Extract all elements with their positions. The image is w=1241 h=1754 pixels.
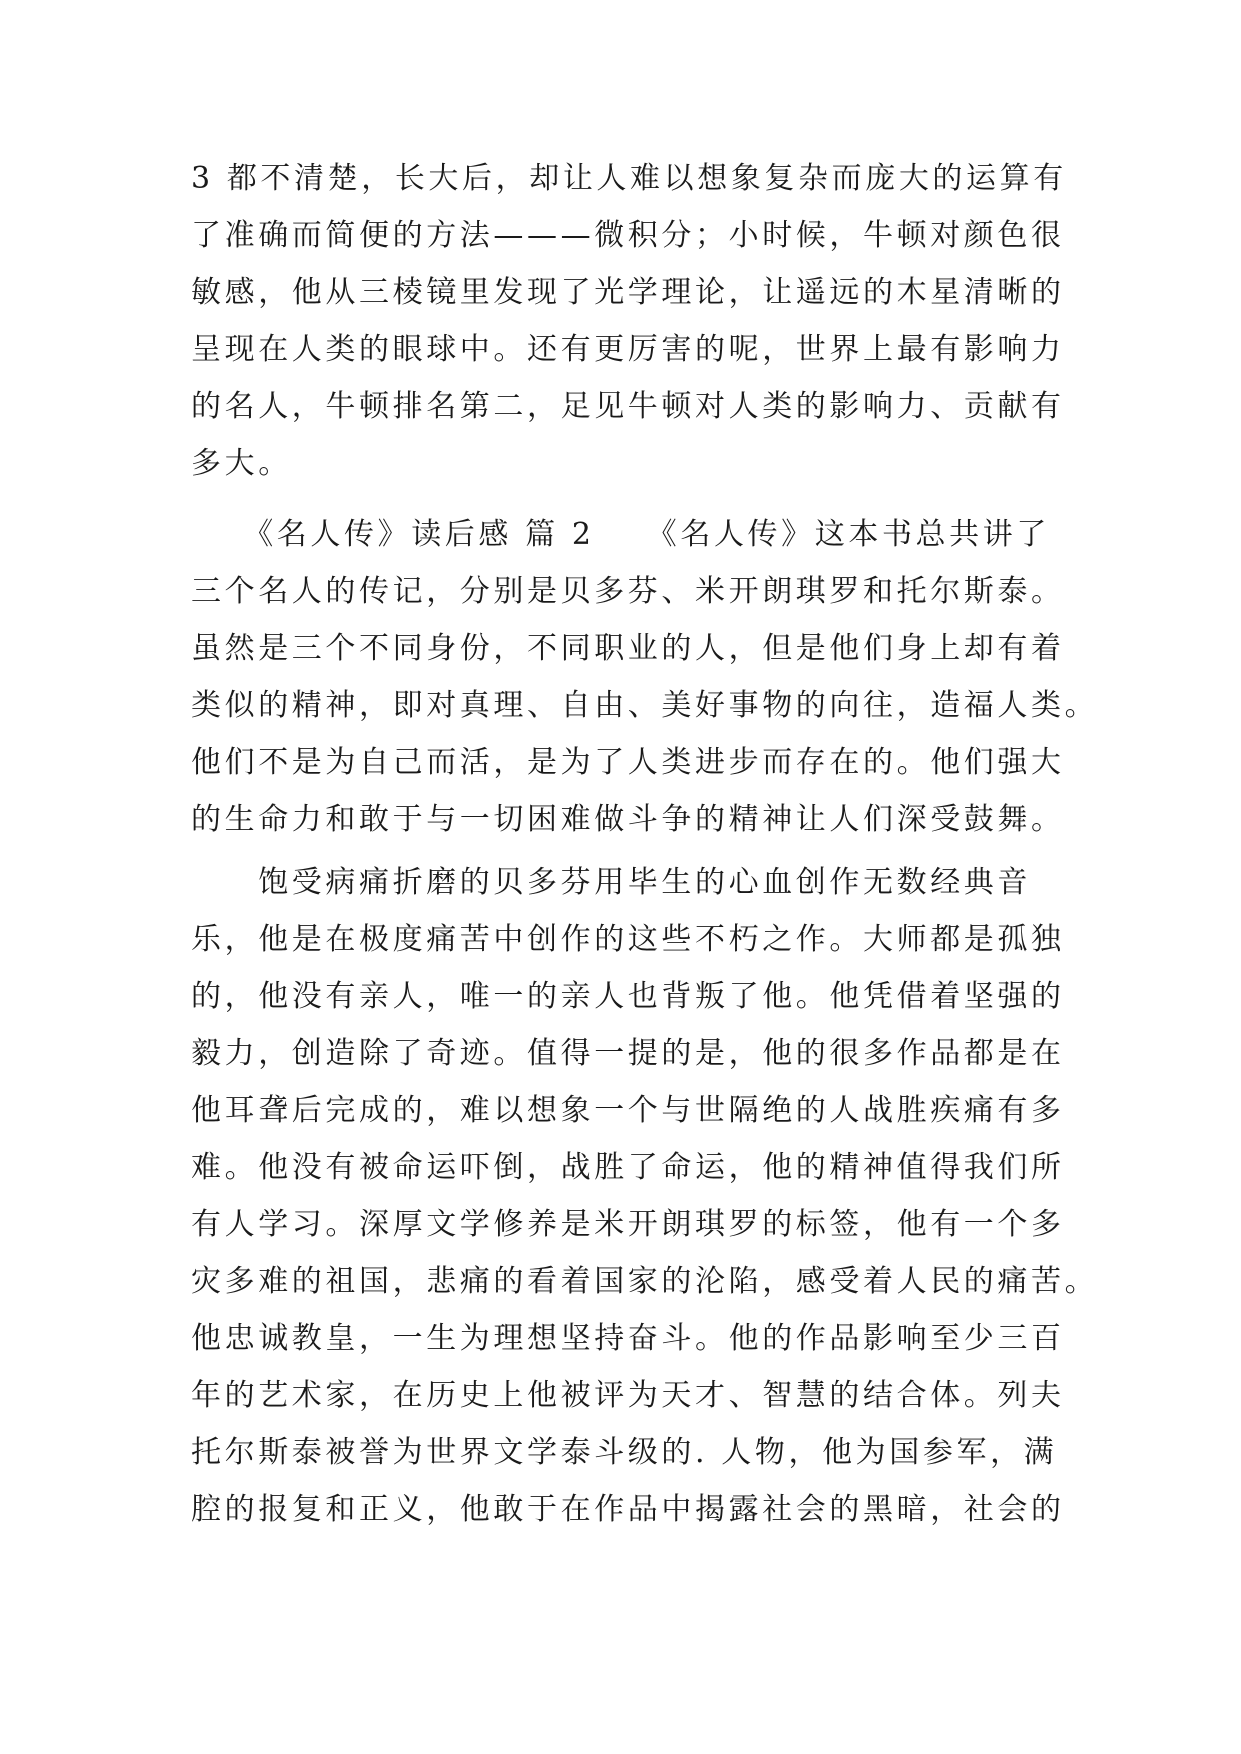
text-line: 乐，他是在极度痛苦中创作的这些不朽之作。大师都是孤独 <box>191 922 1065 957</box>
text-line: 三个名人的传记，分别是贝多芬、米开朗琪罗和托尔斯泰。 <box>191 574 1065 609</box>
text-line: 虽然是三个不同身份，不同职业的人，但是他们身上却有着 <box>191 631 1065 666</box>
text-line: 多大。 <box>191 446 292 481</box>
text-line: 了准确而简便的方法———微积分；小时候，牛顿对颜色很 <box>191 218 1065 253</box>
text-line: 他们不是为自己而活，是为了人类进步而存在的。他们强大 <box>191 745 1065 780</box>
text-line: 饱受病痛折磨的贝多芬用毕生的心血创作无数经典音 <box>191 865 1031 900</box>
text-line: 托尔斯泰被誉为世界文学泰斗级的. 人物，他为国参军，满 <box>191 1435 1058 1470</box>
text-line: 呈现在人类的眼球中。还有更厉害的呢，世界上最有影响力 <box>191 332 1065 367</box>
text-line: 《名人传》读后感 篇 2 《名人传》这本书总共讲了 <box>191 517 1050 552</box>
text-line: 有人学习。深厚文学修养是米开朗琪罗的标签，他有一个多 <box>191 1207 1065 1242</box>
text-line: 的，他没有亲人，唯一的亲人也背叛了他。他凭借着坚强的 <box>191 979 1065 1014</box>
text-line: 难。他没有被命运吓倒，战胜了命运，他的精神值得我们所 <box>191 1150 1065 1185</box>
text-line: 的名人，牛顿排名第二，足见牛顿对人类的影响力、贡献有 <box>191 389 1065 424</box>
text-line: 腔的报复和正义，他敢于在作品中揭露社会的黑暗，社会的 <box>191 1492 1065 1527</box>
text-line: 他忠诚教皇，一生为理想坚持奋斗。他的作品影响至少三百 <box>191 1321 1065 1356</box>
text-line: 灾多难的祖国，悲痛的看着国家的沦陷，感受着人民的痛苦。 <box>191 1264 1099 1299</box>
text-line: 的生命力和敢于与一切困难做斗争的精神让人们深受鼓舞。 <box>191 802 1065 837</box>
text-line: 他耳聋后完成的，难以想象一个与世隔绝的人战胜疾痛有多 <box>191 1093 1065 1128</box>
text-line: 敏感，他从三棱镜里发现了光学理论，让遥远的木星清晰的 <box>191 275 1065 310</box>
text-line: 年的艺术家，在历史上他被评为天才、智慧的结合体。列夫 <box>191 1378 1065 1413</box>
text-line: 毅力，创造除了奇迹。值得一提的是，他的很多作品都是在 <box>191 1036 1065 1071</box>
text-line: 类似的精神，即对真理、自由、美好事物的向往，造福人类。 <box>191 688 1099 723</box>
text-line: 3 都不清楚，长大后，却让人难以想象复杂而庞大的运算有 <box>191 161 1067 196</box>
